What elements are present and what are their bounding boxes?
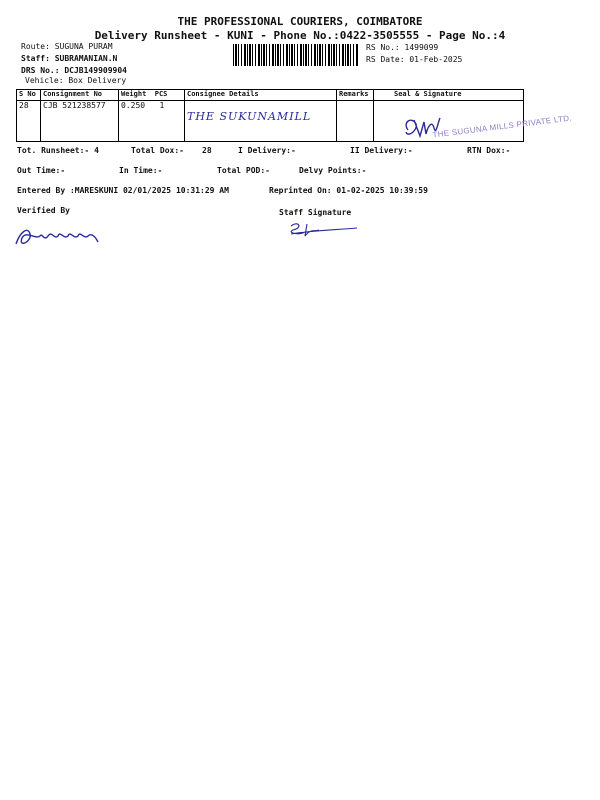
drs-number: DRS No.: DCJB149909904 — [21, 66, 127, 75]
total-dox-label: Total Dox:- — [131, 146, 184, 155]
verifier-signature — [12, 218, 102, 252]
vehicle-label: Vehicle: Box Delivery — [25, 76, 127, 85]
company-stamp: THE SUGUNA MILLS PRIVATE LTD. — [431, 113, 573, 140]
cell-remarks — [337, 101, 374, 142]
reprinted-on: Reprinted On: 01-02-2025 10:39:59 — [269, 186, 428, 195]
cell-sno: 28 — [17, 101, 41, 142]
col-consignment: Consignment No — [41, 90, 119, 101]
verified-by-label: Verified By — [17, 206, 70, 215]
runsheet-subtitle: Delivery Runsheet - KUNI - Phone No.:0422-3505555 - Page No.:4 — [94, 29, 506, 42]
company-title: THE PROFESSIONAL COURIERS, COIMBATORE — [177, 15, 423, 28]
staff-label: Staff: SUBRAMANIAN.N — [21, 54, 118, 63]
rs-number: RS No.: 1499099 — [366, 43, 439, 52]
staff-signature — [285, 218, 360, 240]
delvy-points: Delvy Points:- — [299, 166, 367, 175]
total-dox-value: 28 — [202, 146, 212, 155]
col-consignee: Consignee Details — [185, 90, 337, 101]
ii-delivery: II Delivery:- — [350, 146, 413, 155]
col-seal: Seal & Signature — [374, 90, 524, 101]
total-runsheet: Tot. Runsheet:- 4 — [17, 146, 99, 155]
out-time: Out Time:- — [17, 166, 66, 175]
staff-signature-label: Staff Signature — [279, 208, 352, 217]
cell-weight-pcs: 0.250 1 — [119, 101, 185, 142]
in-time: In Time:- — [119, 166, 163, 175]
col-remarks: Remarks — [337, 90, 374, 101]
entered-by: Entered By :MARESKUNI 02/01/2025 10:31:29 AM — [17, 186, 229, 195]
cell-consignee: THE SUKUNAMILL — [185, 101, 337, 142]
col-sno: S No — [17, 90, 41, 101]
barcode — [233, 44, 358, 66]
rs-date: RS Date: 01-Feb-2025 — [366, 55, 463, 64]
table-header-row — [17, 90, 524, 101]
rtn-dox: RTN Dox:- — [467, 146, 511, 155]
col-weight-pcs: Weight PCS — [119, 90, 185, 101]
cell-consignment: CJB 521238577 — [41, 101, 119, 142]
route-label: Route: SUGUNA PURAM — [21, 42, 113, 51]
total-pod: Total POD:- — [217, 166, 270, 175]
i-delivery: I Delivery:- — [238, 146, 296, 155]
